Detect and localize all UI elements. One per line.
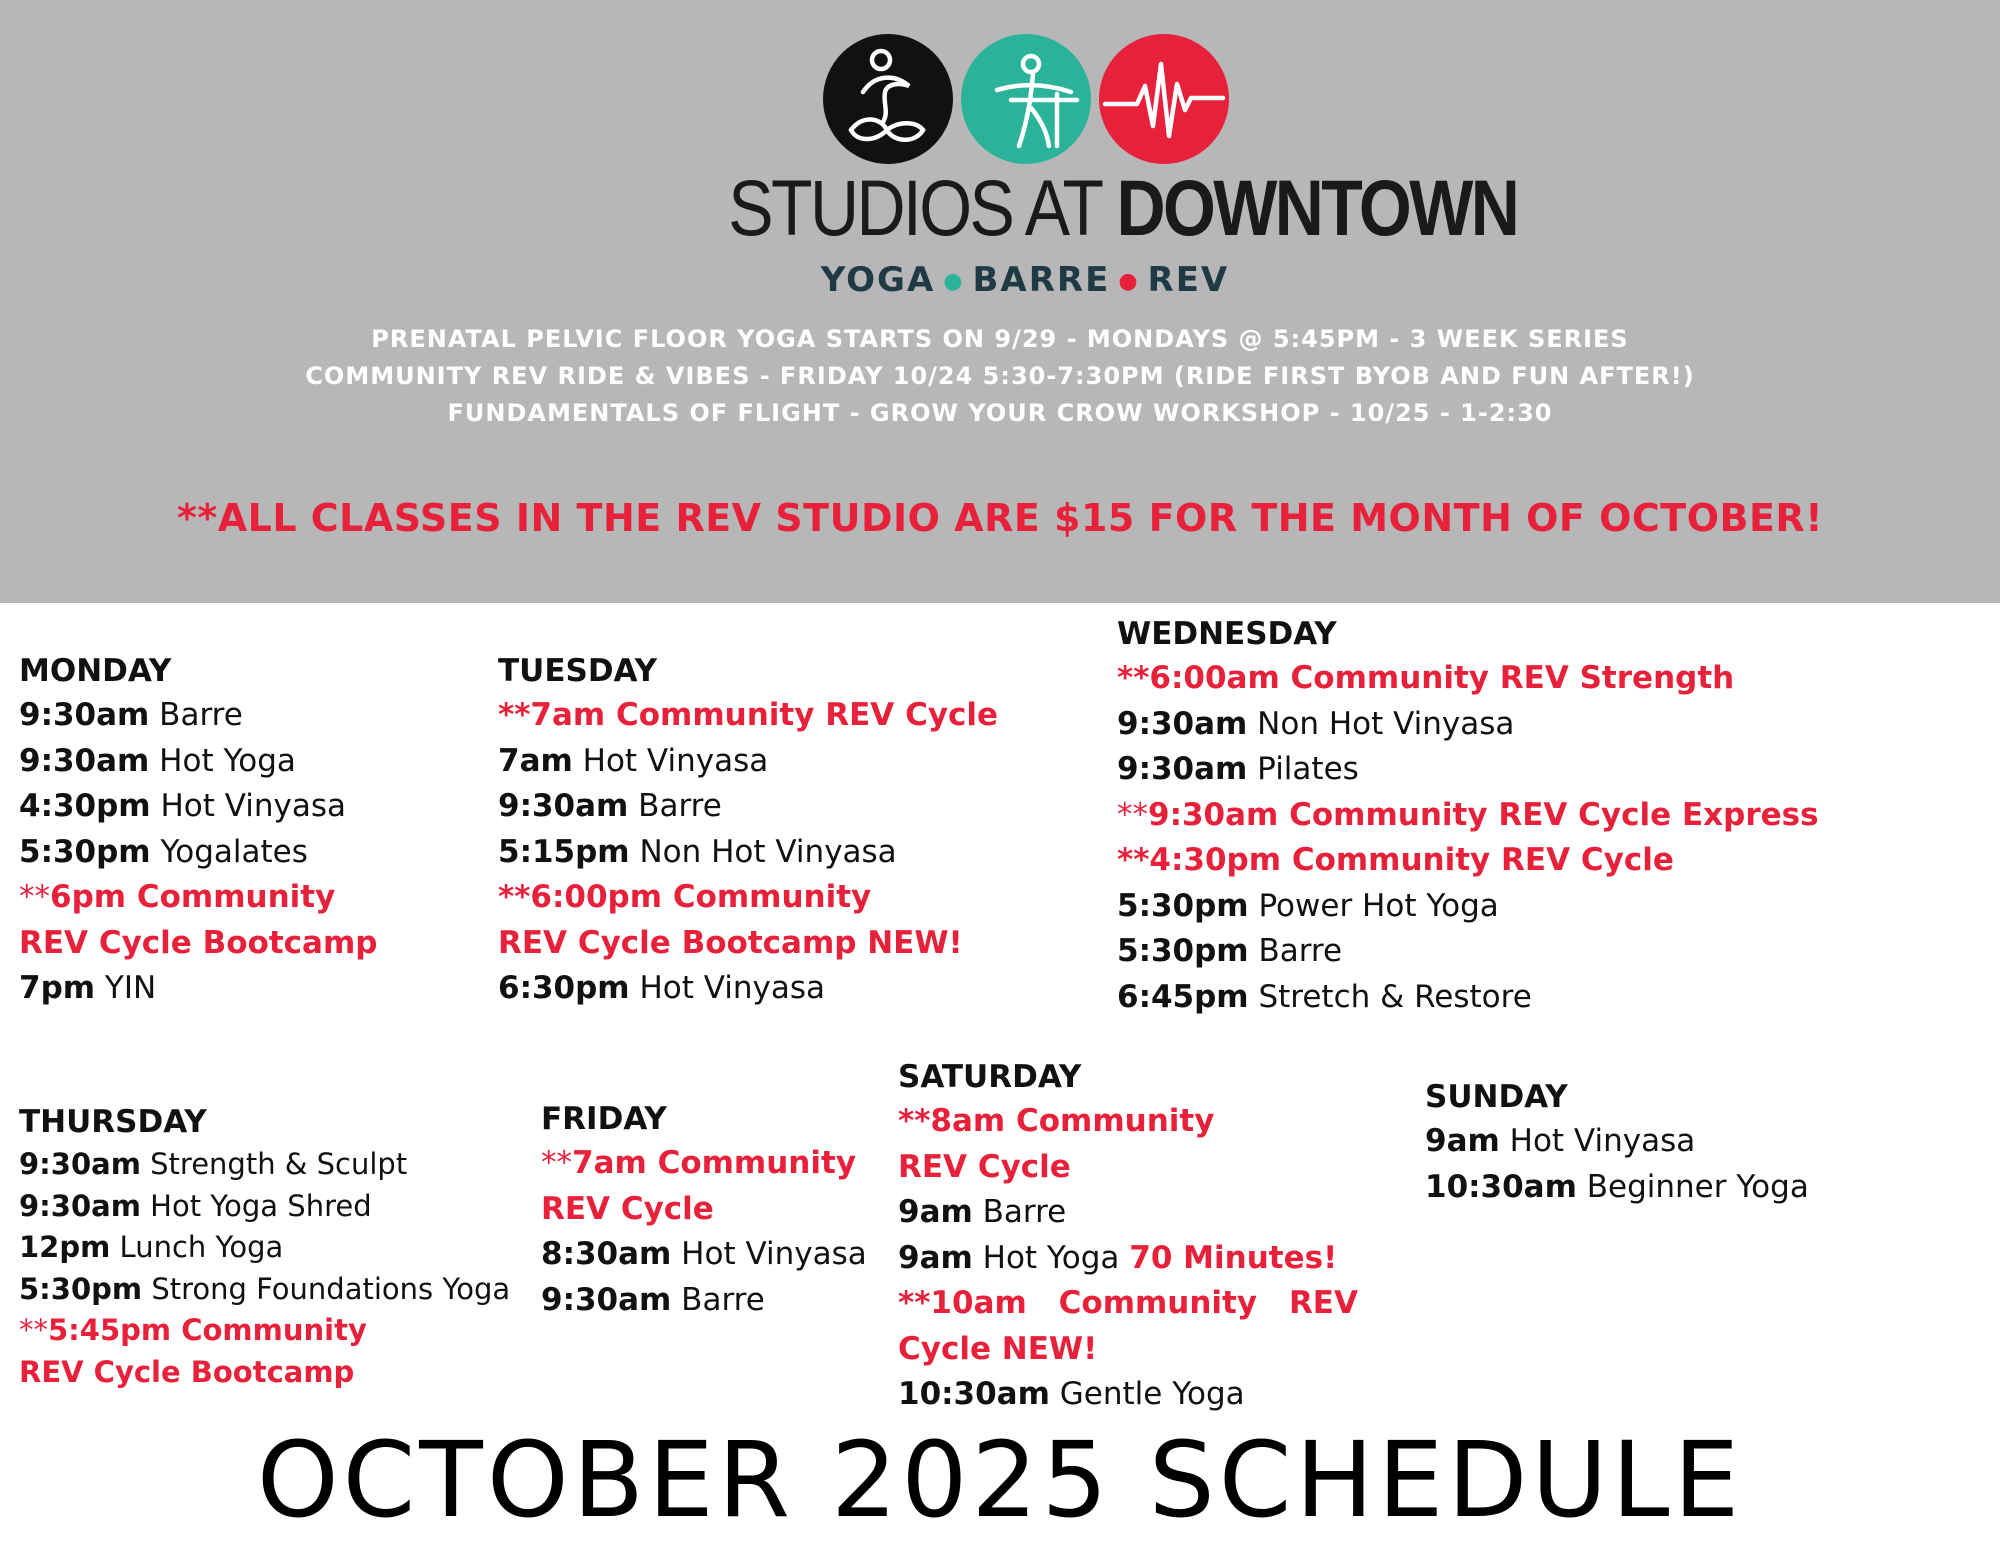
day-friday xyxy=(541,1097,867,1323)
yoga-figure-icon xyxy=(823,34,953,164)
announcement-prenatal: PRENATAL PELVIC FLOOR YOGA STARTS ON 9/29 - MONDAYS @ 5:45PM - 3 WEEK SERIES xyxy=(371,325,1629,353)
class-item: 9:30am Strength & Sculpt xyxy=(19,1147,408,1181)
class-item-rev: **7am Community xyxy=(541,1145,857,1181)
header-banner xyxy=(0,0,2000,603)
day-saturday xyxy=(898,1055,1358,1418)
class-item: 7am Hot Vinyasa xyxy=(498,742,769,779)
class-item: 9:30am Barre xyxy=(498,788,722,824)
class-item-rev: **7am Community REV Cycle xyxy=(498,697,999,733)
class-item: 5:30pm Strong Foundations Yoga xyxy=(19,1271,511,1306)
class-item: 8:30am Hot Vinyasa xyxy=(541,1236,867,1272)
day-label: SUNDAY xyxy=(1425,1079,1568,1115)
class-item: 6:30pm Hot Vinyasa xyxy=(498,970,826,1006)
class-item: 5:15pm Non Hot Vinyasa xyxy=(498,833,897,870)
class-item: 4:30pm Hot Vinyasa xyxy=(19,788,347,824)
class-item: 7pm YIN xyxy=(19,970,157,1006)
day-label: WEDNESDAY xyxy=(1117,616,1337,652)
class-item: 9:30am Pilates xyxy=(1117,751,1359,787)
class-item-rev-cont: Cycle NEW! xyxy=(898,1330,1098,1367)
class-item: 9am Hot Yoga 70 Minutes! xyxy=(898,1239,1338,1276)
day-tuesday xyxy=(498,649,998,1012)
class-item-rev: **5:45pm Community xyxy=(19,1313,367,1347)
day-label: SATURDAY xyxy=(898,1059,1082,1095)
brand-tagline xyxy=(760,260,1290,300)
class-item-rev-cont: REV Cycle Bootcamp xyxy=(19,924,378,961)
class-item: 9:30am Hot Yoga xyxy=(19,742,296,779)
class-item-rev: **6:00am Community REV Strength xyxy=(1117,660,1735,696)
class-item-rev-cont: REV Cycle Bootcamp NEW! xyxy=(498,924,963,961)
promo-banner: **ALL CLASSES IN THE REV STUDIO ARE $15 FOR THE MONTH OF OCTOBER! xyxy=(176,496,1824,540)
day-wednesday xyxy=(1117,612,1819,1020)
day-monday xyxy=(19,649,377,1012)
class-item: 6:45pm Stretch & Restore xyxy=(1117,978,1532,1015)
class-item: 9:30am Hot Yoga Shred xyxy=(19,1188,372,1223)
brand-name: STUDIOS AT DOWNTOWN xyxy=(728,163,1518,252)
class-item: 5:30pm Barre xyxy=(1117,933,1343,969)
day-label: MONDAY xyxy=(19,653,172,689)
class-item: 5:30pm Yogalates xyxy=(19,833,308,870)
class-item: 9:30am Non Hot Vinyasa xyxy=(1117,705,1515,742)
tagline-rev: REV xyxy=(1147,260,1230,300)
day-label: THURSDAY xyxy=(19,1104,207,1140)
class-item-rev: **6:00pm Community xyxy=(498,879,872,915)
class-item: 9am Hot Vinyasa xyxy=(1425,1123,1696,1159)
heartbeat-icon xyxy=(1099,34,1229,164)
red-dot-icon: ● xyxy=(1118,269,1140,294)
class-item-rev: **9:30am Community REV Cycle Express xyxy=(1117,796,1819,833)
tagline-barre: BARRE xyxy=(972,260,1111,300)
class-item: 5:30pm Power Hot Yoga xyxy=(1117,887,1499,924)
highlight-text: 70 Minutes! xyxy=(1129,1239,1338,1276)
day-label: TUESDAY xyxy=(498,653,658,689)
class-item: 12pm Lunch Yoga xyxy=(19,1230,284,1264)
class-item-rev: **6pm Community xyxy=(19,879,336,915)
class-item: 9am Barre xyxy=(898,1194,1067,1230)
class-item-rev: **10am Community REV xyxy=(898,1285,1358,1321)
day-sunday xyxy=(1425,1075,1809,1210)
class-item-rev-cont: REV Cycle Bootcamp xyxy=(19,1354,355,1389)
class-item: 9:30am Barre xyxy=(19,697,243,733)
class-item-rev-cont: REV Cycle xyxy=(898,1148,1071,1185)
class-item-rev: **4:30pm Community REV Cycle xyxy=(1117,842,1674,878)
announcement-crow-workshop: FUNDAMENTALS OF FLIGHT - GROW YOUR CROW WORKSHOP - 10/25 - 1-2:30 xyxy=(447,399,1553,427)
schedule-title: OCTOBER 2025 SCHEDULE xyxy=(256,1419,1744,1541)
day-label: FRIDAY xyxy=(541,1101,667,1137)
class-item: 10:30am Gentle Yoga xyxy=(898,1376,1245,1412)
tagline-yoga: YOGA xyxy=(820,260,936,300)
class-item-rev-cont: REV Cycle xyxy=(541,1190,714,1227)
class-item: 9:30am Barre xyxy=(541,1281,765,1318)
teal-dot-icon: ● xyxy=(943,269,965,294)
class-item-rev: **8am Community xyxy=(898,1103,1215,1139)
announcement-community-ride: COMMUNITY REV RIDE & VIBES - FRIDAY 10/24 5:30-7:30PM (RIDE FIRST BYOB AND FUN AFTER!) xyxy=(305,362,1695,390)
day-thursday xyxy=(19,1100,510,1393)
class-item: 10:30am Beginner Yoga xyxy=(1425,1168,1809,1205)
barre-figure-icon xyxy=(961,34,1091,164)
